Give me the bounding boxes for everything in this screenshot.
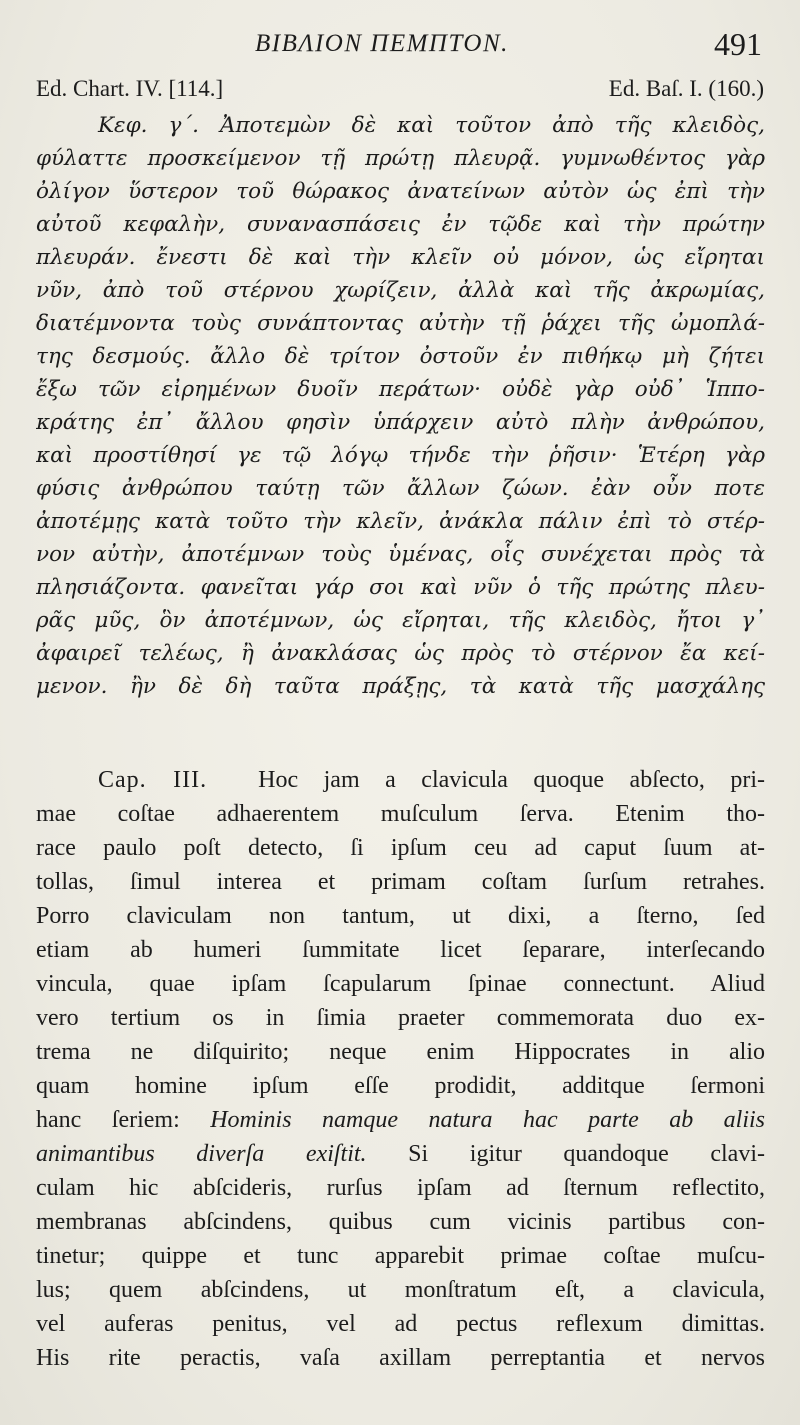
- latin-line-chapter-start: [36, 763, 765, 797]
- greek-line: ὀλίγον ὕστερον τοῦ θώρακος ἀνατείνων αὐτὸν ὡς ἐπὶ τὴν: [36, 179, 765, 204]
- latin-line: membranas abſcindens, quibus cum vicinis partibus con-: [36, 1209, 765, 1235]
- latin-text-block: [36, 763, 765, 1375]
- greek-line: φύσις ἀνθρώπου ταύτῃ τῶν ἄλλων ζώων. ἐὰν οὖν ποτε: [36, 476, 765, 501]
- latin-line-quote-start: [36, 1103, 765, 1137]
- latin-line: vero tertium os in ſimia praeter commemorata duo ex-: [36, 1005, 765, 1031]
- chapter-label: Cap. III.: [98, 767, 208, 793]
- greek-line: μενον. ἢν δὲ δὴ ταῦτα πράξῃς, τὰ κατὰ τῆς μασχάλης: [36, 674, 765, 699]
- greek-line: φύλαττε προσκείμενον τῇ πρώτῃ πλευρᾷ. γυμνωθέντος γὰρ: [36, 146, 765, 171]
- greek-line: πλευράν. ἔνεστι δὲ καὶ τὴν κλεῖν οὐ μόνον, ὡς εἴρηται: [36, 245, 765, 270]
- greek-line: της δεσμούς. ἄλλο δὲ τρίτον ὀστοῦν ἐν πιθήκῳ μὴ ζήτει: [36, 344, 765, 369]
- greek-line: ἀποτέμῃς κατὰ τοῦτο τὴν κλεῖν, ἀνάκλα πάλιν ἐπὶ τὸ στέρ-: [36, 509, 765, 534]
- greek-line: ἔξω τῶν εἰρημένων δυοῖν περάτων· οὐδὲ γὰρ οὐδ᾽ Ἱππο-: [36, 377, 765, 402]
- running-head: ΒΙΒΛΙΟΝ ΠΕΜΠΤΟΝ.: [255, 30, 509, 57]
- latin-line: trema ne diſquirito; neque enim Hippocrates in alio: [36, 1039, 765, 1065]
- greek-line: καὶ προστίθησί γε τῷ λόγῳ τήνδε τὴν ῥῆσιν· Ἑτέρη γὰρ: [36, 443, 765, 468]
- hippocrates-quotation: animantibus diverſa exiſtit.: [36, 1141, 367, 1167]
- latin-line: His rite peractis, vaſa axillam perreptantia et nervos: [36, 1345, 765, 1371]
- latin-line-quote-end: [36, 1137, 765, 1171]
- greek-line: νον αὐτὴν, ἀποτέμνων τοὺς ὑμένας, οἷς συνέχεται πρὸς τὰ: [36, 542, 765, 567]
- greek-line: ρᾶς μῦς, ὃν ἀποτέμνων, ὡς εἴρηται, τῆς κλειδὸς, ἤτοι γ᾽: [36, 608, 765, 633]
- latin-line: lus; quem abſcindens, ut monſtratum eſt, a clavicula,: [36, 1277, 765, 1303]
- edition-reference-basel: Ed. Baſ. I. (160.): [608, 76, 764, 101]
- greek-text-block: [36, 109, 765, 703]
- page-number: 491: [714, 26, 762, 62]
- latin-line: quam homine ipſum eſſe prodidit, additque ſermoni: [36, 1073, 765, 1099]
- greek-line: νῦν, ἀπὸ τοῦ στέρνου χωρίζειν, ἀλλὰ καὶ τῆς ἀκρωμίας,: [36, 278, 765, 303]
- greek-line: κράτης ἐπ᾽ ἄλλου φησὶν ὑπάρχειν αὐτὸ πλὴν ἀνθρώπου,: [36, 410, 765, 435]
- greek-line: ἀφαιρεῖ τελέως, ἢ ἀνακλάσας ὡς πρὸς τὸ στέρνον ἔα κεί-: [36, 641, 765, 666]
- edition-reference-chartier: Ed. Chart. IV. [114.]: [36, 76, 224, 101]
- latin-line: tollas, ſimul interea et primam coſtam ſurſum retrahes.: [36, 869, 765, 895]
- greek-line: Κεφ. γ΄. Ἀποτεμὼν δὲ καὶ τοῦτον ἀπὸ τῆς κλειδὸς,: [98, 113, 765, 138]
- latin-line: mae coſtae adhaerentem muſculum ſerva. Etenim tho-: [36, 801, 765, 827]
- latin-line-text: hanc ſeriem:: [36, 1107, 180, 1133]
- latin-line: Porro claviculam non tantum, ut dixi, a ſterno, ſed: [36, 903, 765, 929]
- latin-line-text: Si igitur quandoque clavi-: [408, 1141, 765, 1167]
- latin-line: tinetur; quippe et tunc apparebit primae coſtae muſcu-: [36, 1243, 765, 1269]
- latin-line: vel auferas penitus, vel ad pectus reflexum dimittas.: [36, 1311, 765, 1337]
- latin-line: etiam ab humeri ſummitate licet ſeparare, interſecando: [36, 937, 765, 963]
- latin-line: race paulo poſt detecto, ſi ipſum ceu ad caput ſuum at-: [36, 835, 765, 861]
- greek-line: αὐτοῦ κεφαλὴν, συνανασπάσεις ἐν τῷδε καὶ τὴν πρώτην: [36, 212, 765, 237]
- greek-line: πλησιάζοντα. φανεῖται γάρ σοι καὶ νῦν ὁ τῆς πρώτης πλευ-: [36, 575, 765, 600]
- latin-line-text: Hoc jam a clavicula quoque abſecto, pri-: [258, 767, 765, 793]
- hippocrates-quotation: Hominis namque natura hac parte ab aliis: [210, 1107, 765, 1133]
- latin-line: culam hic abſcideris, rurſus ipſam ad ſternum reflectito,: [36, 1175, 765, 1201]
- greek-line: διατέμνοντα τοὺς συνάπτοντας αὐτὴν τῇ ῥάχει τῆς ὠμοπλά-: [36, 311, 765, 336]
- latin-line: vincula, quae ipſam ſcapularum ſpinae connectunt. Aliud: [36, 971, 765, 997]
